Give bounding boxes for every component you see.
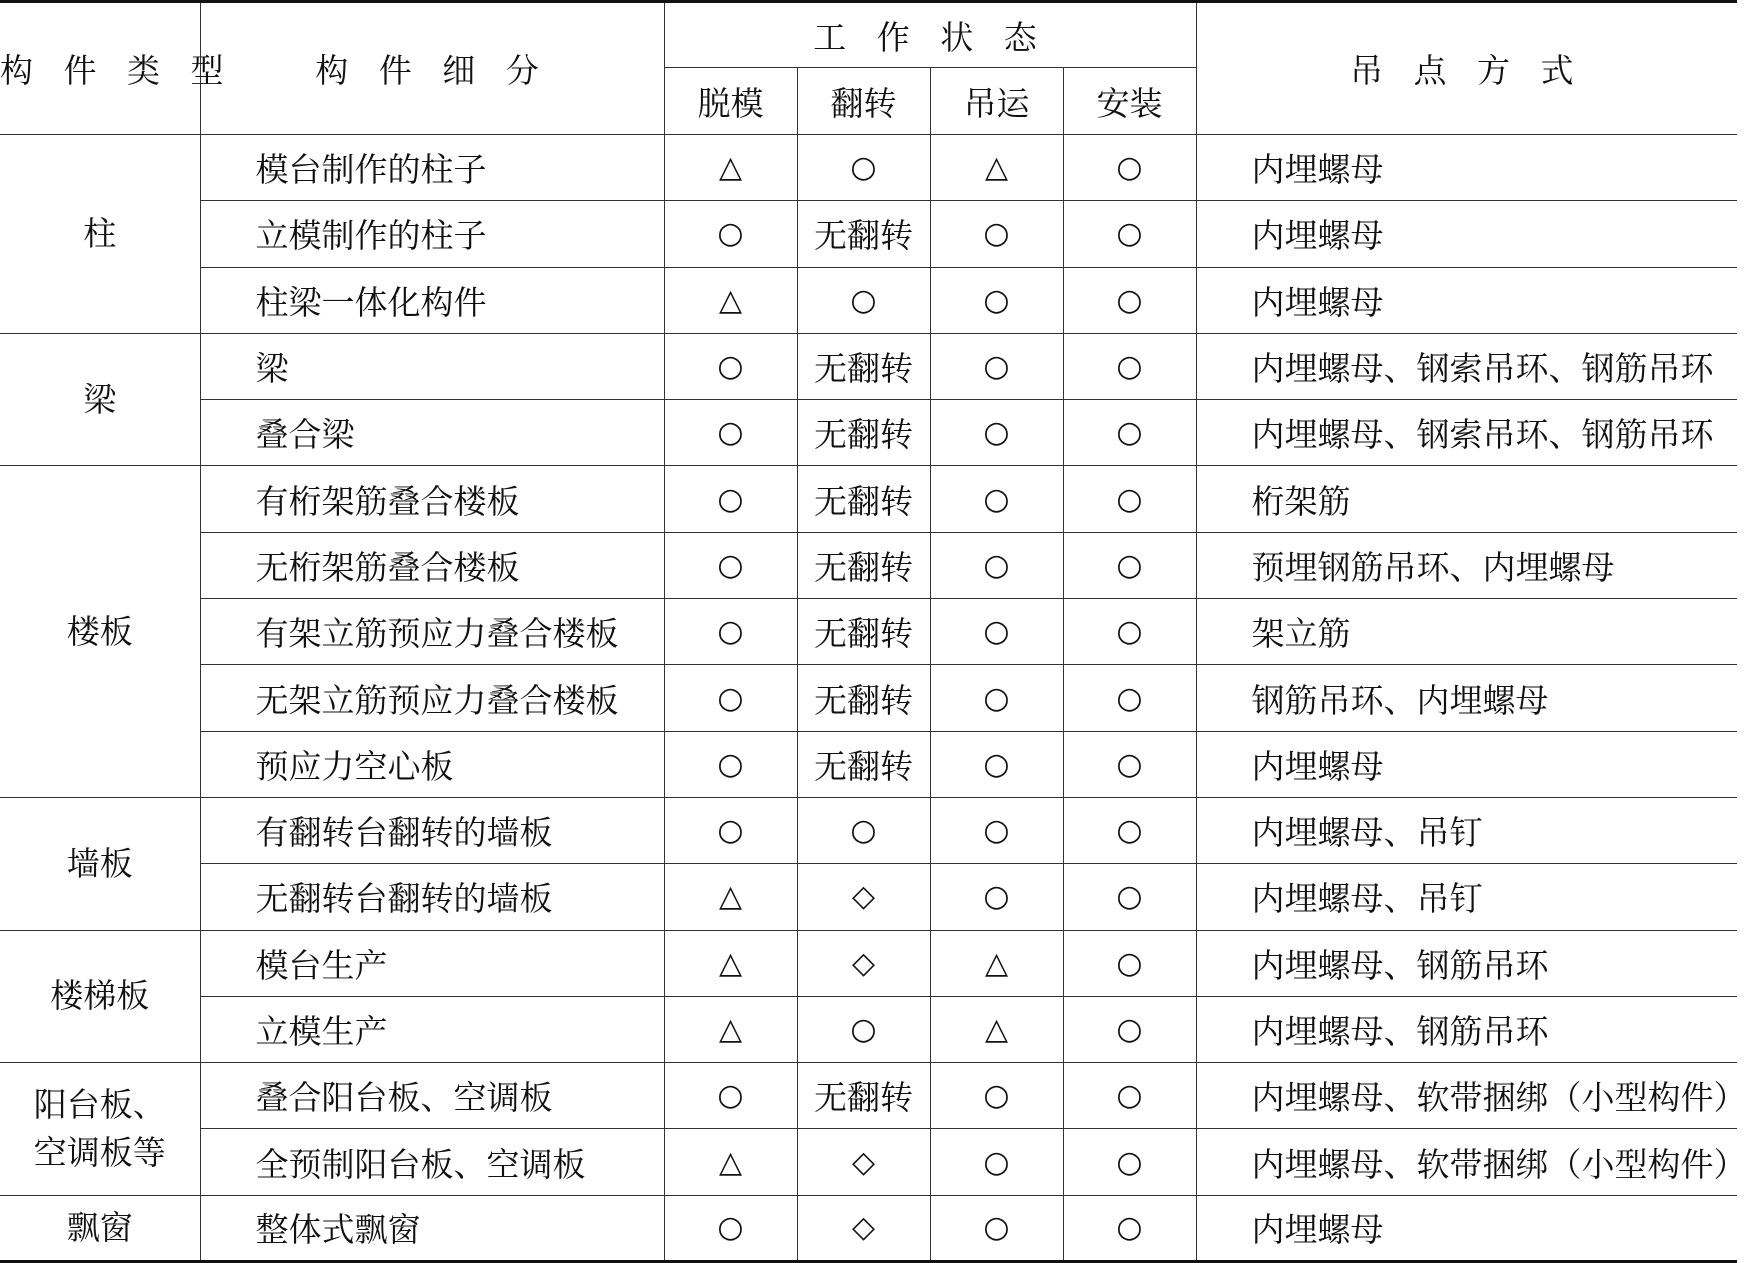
state-hoist-cell: ○ — [930, 466, 1063, 532]
subdivision-cell: 叠合阳台板、空调板 — [200, 1063, 664, 1129]
state-install-cell: ○ — [1063, 1129, 1196, 1195]
lifting-method-cell: 预埋钢筋吊环、内埋螺母 — [1196, 532, 1737, 598]
subdivision-cell: 整体式飘窗 — [200, 1195, 664, 1261]
state-flip-cell: 无翻转 — [797, 731, 930, 797]
subdivision-cell: 立模制作的柱子 — [200, 201, 664, 267]
subdivision-cell: 有架立筋预应力叠合楼板 — [200, 599, 664, 665]
table-row — [0, 599, 1737, 665]
component-type-cell: 楼板 — [0, 466, 200, 797]
state-install-cell: ○ — [1063, 864, 1196, 930]
subdivision-cell: 预应力空心板 — [200, 731, 664, 797]
header-component-type: 构 件 类 型 — [0, 2, 200, 135]
table-row — [0, 267, 1737, 333]
state-install-cell: ○ — [1063, 466, 1196, 532]
table-row — [0, 532, 1737, 598]
subdivision-cell: 叠合梁 — [200, 400, 664, 466]
lifting-method-cell: 架立筋 — [1196, 599, 1737, 665]
state-demold-cell: ○ — [664, 731, 797, 797]
state-demold-cell: ○ — [664, 1063, 797, 1129]
header-lifting-method: 吊 点 方 式 — [1196, 2, 1737, 135]
state-flip-cell: ○ — [797, 267, 930, 333]
state-flip-cell: ◇ — [797, 1129, 930, 1195]
lifting-method-cell: 内埋螺母、钢筋吊环 — [1196, 996, 1737, 1062]
table-row — [0, 731, 1737, 797]
subdivision-cell: 模台制作的柱子 — [200, 135, 664, 201]
state-hoist-cell: △ — [930, 996, 1063, 1062]
state-install-cell: ○ — [1063, 731, 1196, 797]
state-install-cell: ○ — [1063, 1195, 1196, 1261]
header-subdivision: 构 件 细 分 — [200, 2, 664, 135]
header-state-demold: 脱模 — [664, 68, 797, 135]
state-hoist-cell: ○ — [930, 1129, 1063, 1195]
lifting-method-cell: 内埋螺母、钢索吊环、钢筋吊环 — [1196, 400, 1737, 466]
state-flip-cell: 无翻转 — [797, 1063, 930, 1129]
state-flip-cell: 无翻转 — [797, 333, 930, 399]
state-flip-cell: 无翻转 — [797, 201, 930, 267]
lifting-method-cell: 内埋螺母 — [1196, 1195, 1737, 1261]
state-hoist-cell: ○ — [930, 267, 1063, 333]
state-flip-cell: 无翻转 — [797, 599, 930, 665]
header-state-install: 安装 — [1063, 68, 1196, 135]
lifting-method-cell: 内埋螺母 — [1196, 201, 1737, 267]
table-row — [0, 996, 1737, 1062]
state-hoist-cell: ○ — [930, 201, 1063, 267]
state-flip-cell: ○ — [797, 135, 930, 201]
header-state-flip: 翻转 — [797, 68, 930, 135]
header-working-state: 工 作 状 态 — [664, 2, 1196, 68]
state-flip-cell: ○ — [797, 797, 930, 863]
state-demold-cell: ○ — [664, 201, 797, 267]
state-flip-cell: ◇ — [797, 930, 930, 996]
subdivision-cell: 模台生产 — [200, 930, 664, 996]
state-flip-cell: 无翻转 — [797, 466, 930, 532]
state-install-cell: ○ — [1063, 797, 1196, 863]
state-demold-cell: ○ — [664, 400, 797, 466]
table-row — [0, 466, 1737, 532]
lifting-method-cell: 桁架筋 — [1196, 466, 1737, 532]
component-type-cell: 墙板 — [0, 797, 200, 930]
state-demold-cell: △ — [664, 135, 797, 201]
component-type-cell: 柱 — [0, 135, 200, 334]
state-install-cell: ○ — [1063, 532, 1196, 598]
state-install-cell: ○ — [1063, 333, 1196, 399]
table-row — [0, 1195, 1737, 1261]
component-type-cell: 飘窗 — [0, 1195, 200, 1261]
state-install-cell: ○ — [1063, 599, 1196, 665]
lifting-method-cell: 内埋螺母、钢索吊环、钢筋吊环 — [1196, 333, 1737, 399]
subdivision-cell: 有桁架筋叠合楼板 — [200, 466, 664, 532]
table-row — [0, 797, 1737, 863]
state-hoist-cell: ○ — [930, 1195, 1063, 1261]
table-row — [0, 1129, 1737, 1195]
table-body — [0, 135, 1747, 1262]
state-hoist-cell: ○ — [930, 731, 1063, 797]
table-row — [0, 1063, 1737, 1129]
component-type-cell: 阳台板、空调板等 — [0, 1063, 200, 1196]
lifting-method-cell: 内埋螺母、软带捆绑（小型构件） — [1196, 1129, 1737, 1195]
state-demold-cell: △ — [664, 930, 797, 996]
state-demold-cell: △ — [664, 1129, 797, 1195]
state-flip-cell: 无翻转 — [797, 532, 930, 598]
state-hoist-cell: △ — [930, 930, 1063, 996]
state-demold-cell: ○ — [664, 599, 797, 665]
state-demold-cell: ○ — [664, 532, 797, 598]
lifting-method-cell: 内埋螺母 — [1196, 135, 1737, 201]
subdivision-cell: 柱梁一体化构件 — [200, 267, 664, 333]
state-install-cell: ○ — [1063, 665, 1196, 731]
table-row — [0, 135, 1737, 201]
state-demold-cell: △ — [664, 267, 797, 333]
lifting-method-cell: 内埋螺母、钢筋吊环 — [1196, 930, 1737, 996]
table-row — [0, 930, 1737, 996]
state-install-cell: ○ — [1063, 400, 1196, 466]
component-type-cell: 楼梯板 — [0, 930, 200, 1063]
state-hoist-cell: ○ — [930, 1063, 1063, 1129]
state-hoist-cell: ○ — [930, 797, 1063, 863]
lifting-method-cell: 内埋螺母、软带捆绑（小型构件） — [1196, 1063, 1737, 1129]
state-hoist-cell: ○ — [930, 864, 1063, 930]
state-install-cell: ○ — [1063, 135, 1196, 201]
subdivision-cell: 立模生产 — [200, 996, 664, 1062]
state-hoist-cell: △ — [930, 135, 1063, 201]
state-hoist-cell: ○ — [930, 400, 1063, 466]
state-demold-cell: ○ — [664, 466, 797, 532]
subdivision-cell: 全预制阳台板、空调板 — [200, 1129, 664, 1195]
state-flip-cell: ◇ — [797, 864, 930, 930]
table-row — [0, 333, 1737, 399]
subdivision-cell: 无架立筋预应力叠合楼板 — [200, 665, 664, 731]
state-install-cell: ○ — [1063, 996, 1196, 1062]
lifting-method-cell: 内埋螺母、吊钉 — [1196, 797, 1737, 863]
state-demold-cell: ○ — [664, 1195, 797, 1261]
state-demold-cell: ○ — [664, 797, 797, 863]
lifting-method-cell: 内埋螺母 — [1196, 731, 1737, 797]
table-row — [0, 400, 1737, 466]
state-flip-cell: 无翻转 — [797, 400, 930, 466]
subdivision-cell: 无桁架筋叠合楼板 — [200, 532, 664, 598]
state-install-cell: ○ — [1063, 201, 1196, 267]
state-flip-cell: 无翻转 — [797, 665, 930, 731]
state-install-cell: ○ — [1063, 930, 1196, 996]
subdivision-cell: 无翻转台翻转的墙板 — [200, 864, 664, 930]
state-demold-cell: ○ — [664, 665, 797, 731]
state-demold-cell: △ — [664, 996, 797, 1062]
component-type-cell: 梁 — [0, 333, 200, 466]
state-flip-cell: ◇ — [797, 1195, 930, 1261]
lifting-method-cell: 内埋螺母、吊钉 — [1196, 864, 1737, 930]
state-demold-cell: △ — [664, 864, 797, 930]
state-flip-cell: ○ — [797, 996, 930, 1062]
subdivision-cell: 有翻转台翻转的墙板 — [200, 797, 664, 863]
state-demold-cell: ○ — [664, 333, 797, 399]
lifting-method-cell: 内埋螺母 — [1196, 267, 1737, 333]
state-install-cell: ○ — [1063, 1063, 1196, 1129]
state-hoist-cell: ○ — [930, 665, 1063, 731]
table-row — [0, 665, 1737, 731]
state-hoist-cell: ○ — [930, 532, 1063, 598]
header-state-hoist: 吊运 — [930, 68, 1063, 135]
lifting-method-cell: 钢筋吊环、内埋螺母 — [1196, 665, 1737, 731]
state-hoist-cell: ○ — [930, 333, 1063, 399]
table-row — [0, 201, 1737, 267]
table-row — [0, 864, 1737, 930]
state-hoist-cell: ○ — [930, 599, 1063, 665]
subdivision-cell: 梁 — [200, 333, 664, 399]
state-install-cell: ○ — [1063, 267, 1196, 333]
